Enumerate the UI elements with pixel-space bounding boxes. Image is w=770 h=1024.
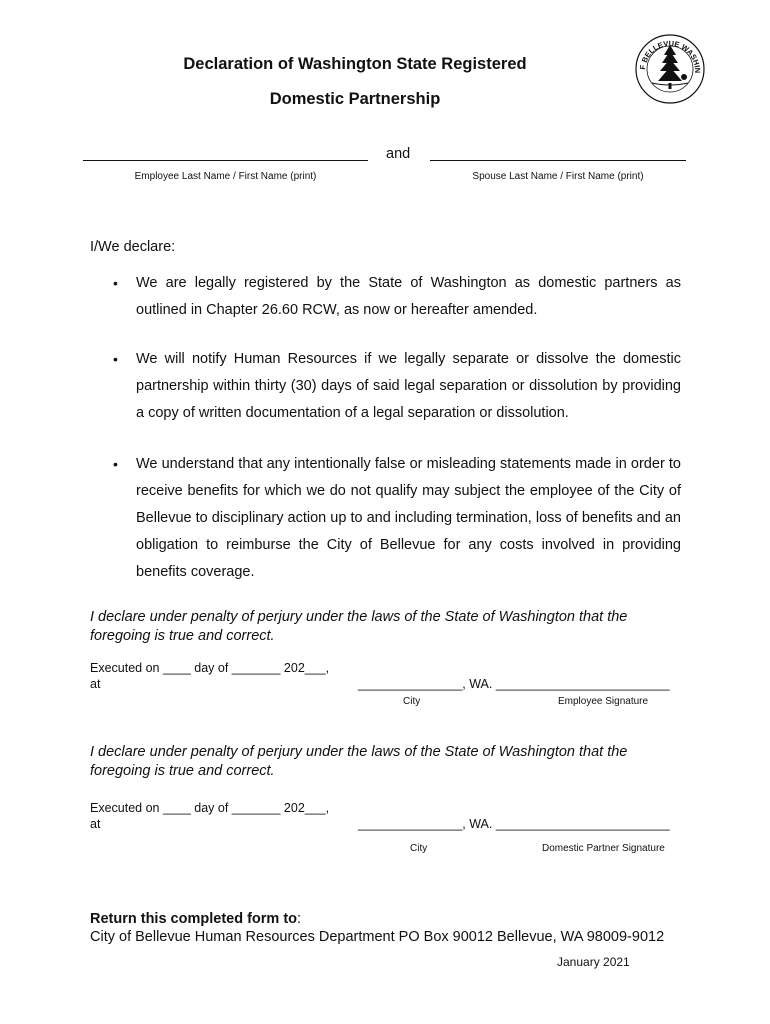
city-wa-line-1[interactable]: _______________, WA. _________________________: [358, 677, 670, 691]
city-wa-line-2[interactable]: _______________, WA. _________________________: [358, 817, 670, 831]
employee-name-label: Employee Last Name / First Name (print): [134, 171, 317, 182]
executed-on-2[interactable]: Executed on ____ day of _______ 202___,: [90, 801, 330, 815]
partner-signature-label: Domestic Partner Signature: [542, 843, 665, 854]
form-date: January 2021: [557, 955, 630, 969]
at-label-1: at: [90, 677, 101, 691]
return-colon: :: [297, 911, 302, 927]
bullet-icon: •: [113, 351, 118, 367]
city-label-1: City: [403, 696, 421, 707]
declare-intro: I/We declare:: [90, 239, 176, 255]
form-title-line-1: Declaration of Washington State Registered: [183, 55, 527, 73]
bullet-text: We understand that any intentionally false or misleading statements made in order to receive benefits for which we do not qualify may subject the employee of the City of Bellevue to disciplinary action up to and including termination, loss of benefits and an obligation to reimburse the City of Bellevue for any costs involved in providing benefits coverage.: [136, 456, 681, 580]
at-label-2: at: [90, 817, 101, 831]
employee-signature-label: Employee Signature: [558, 696, 649, 707]
city-seal: [634, 21, 706, 111]
spouse-name-line[interactable]: [430, 160, 686, 161]
and-text: and: [386, 146, 411, 162]
seal-text: F BELLEVUE WASHIN: [637, 38, 703, 74]
employee-name-line[interactable]: [83, 160, 368, 161]
return-address: City of Bellevue Human Resources Department PO Box 90012 Bellevue, WA 98009-9012: [90, 929, 665, 945]
perjury-statement-2: I declare under penalty of perjury under the laws of the State of Washington that the foregoing is true and correct.: [90, 744, 628, 779]
bullet-icon: •: [113, 456, 118, 472]
bullet-icon: •: [113, 275, 118, 291]
executed-on-1[interactable]: Executed on ____ day of _______ 202___,: [90, 661, 330, 675]
bullet-text: We will notify Human Resources if we legally separate or dissolve the domestic partnership within thirty (30) days of said legal separation or dissolution by providing a copy of written documentation of a legal separation or dissolution.: [136, 351, 681, 421]
perjury-statement-1: I declare under penalty of perjury under the laws of the State of Washington that the foregoing is true and correct.: [90, 609, 628, 644]
form-title-line-2: Domestic Partnership: [269, 90, 441, 108]
spouse-name-label: Spouse Last Name / First Name (print): [472, 171, 644, 182]
return-instruction: [90, 911, 301, 927]
city-label-2: City: [410, 843, 428, 854]
bullet-text: We are legally registered by the State of Washington as domestic partners as outlined in Chapter 26.60 RCW, as now or hereafter amended.: [136, 275, 681, 318]
return-label: Return this completed form to: [90, 911, 298, 927]
